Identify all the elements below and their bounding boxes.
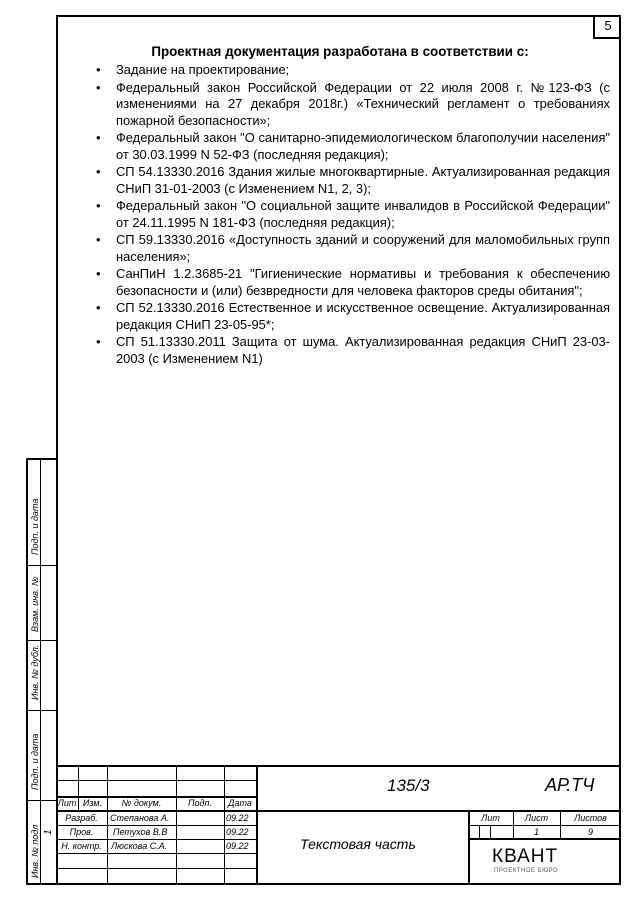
inv-orig-value: 1 xyxy=(43,829,54,835)
col-header-izm: Изм. xyxy=(82,798,103,808)
side-label-inv-dup: Инв. № дубл. xyxy=(30,644,40,700)
role-cell: Н. контр. xyxy=(61,841,102,851)
sheets-total: 9 xyxy=(587,827,593,837)
side-stamp xyxy=(26,458,56,885)
doc-mark: АР.ТЧ xyxy=(545,775,595,795)
sheet-header-sheet: Лист xyxy=(524,813,549,823)
side-line xyxy=(28,800,56,801)
side-label-inv-orig: Инв. № подл xyxy=(30,824,40,878)
requirements-list xyxy=(96,62,610,368)
name-cell: Люскова С.А. xyxy=(111,841,168,851)
list-item: • СП 54.13330.2016 Здания жилые многоквартирные. Актуализированная редакция СНиП 31-01-2003 (с Изменением N1, 2, 3); xyxy=(96,164,610,197)
side-divider xyxy=(40,460,41,885)
list-item: • СП 52.13330.2016 Естественное и искусственное освещение. Актуализированная редакция СНиП 23-05-95*; xyxy=(96,300,610,333)
col-header-lit: Лит xyxy=(57,798,77,808)
company-logo: КВАНТ xyxy=(492,846,559,867)
side-line xyxy=(28,710,56,711)
list-item: • Федеральный закон "О социальной защите инвалидов в Российской Федерации" от 24.11.1995 N 181-ФЗ (последняя редакция); xyxy=(96,198,610,231)
list-item: • Федеральный закон "О санитарно-эпидемиологическом благополучии населения" от 30.03.1999 N 52-ФЗ (последняя редакция); xyxy=(96,130,610,163)
sheet-header-lit: Лит xyxy=(481,813,500,823)
date-cell: 09.22 xyxy=(226,841,249,851)
doc-title: Текстовая часть xyxy=(300,836,416,852)
role-cell: Разраб. xyxy=(65,813,98,823)
side-line xyxy=(28,565,56,566)
side-label-sign-date: Подп. и дата xyxy=(30,733,40,790)
list-item: • СП 51.13330.2011 Защита от шума. Актуализированная редакция СНиП 23-03-2003 (с Изменением N1) xyxy=(96,334,610,367)
document-heading: Проектная документация разработана в соответствии с: xyxy=(151,44,529,59)
col-header-sign: Подп. xyxy=(188,798,212,808)
side-label-replace-inv: Взам. инв. № xyxy=(30,576,40,632)
col-header-date: Дата xyxy=(228,798,252,808)
side-label-sign-date: Подп. и дата xyxy=(30,498,40,555)
side-line xyxy=(28,640,56,641)
page-number: 5 xyxy=(593,15,621,39)
list-item: • СанПиН 1.2.3685-21 "Гигиенические нормативы и требования к обеспечению безопасности и (или) безвредности для человека факторов среды обитания"; xyxy=(96,266,610,299)
company-logo-subtitle: ПРОЕКТНОЕ БЮРО xyxy=(494,868,559,874)
sheet-number: 1 xyxy=(533,827,539,837)
date-cell: 09.22 xyxy=(226,813,249,823)
list-item: • Федеральный закон Российской Федерации от 22 июля 2008 г. №123-ФЗ (с изменениями на 27 декабря 2018г.) «Технический регламент о требованиях пожарной безопасности»; xyxy=(96,80,610,130)
name-cell: Степанова А. xyxy=(110,813,170,823)
col-header-doc-no: № докум. xyxy=(121,798,162,808)
name-cell: Петухов В.В xyxy=(113,827,168,837)
sheet-header-sheets: Листов xyxy=(574,813,607,823)
date-cell: 09.22 xyxy=(226,827,249,837)
role-cell: Пров. xyxy=(69,827,94,837)
list-item: • СП 59.13330.2016 «Доступность зданий и сооружений для маломобильных групп населения»; xyxy=(96,232,610,265)
project-code: 135/3 xyxy=(387,776,430,795)
list-item: • Задание на проектирование; xyxy=(96,62,610,79)
